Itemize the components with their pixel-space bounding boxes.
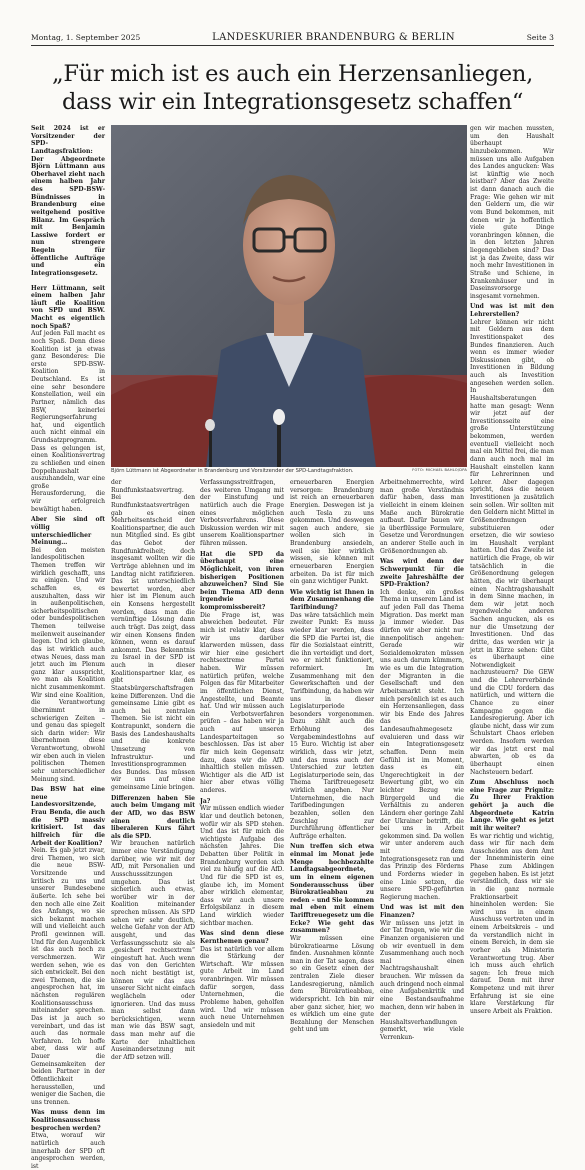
masthead xyxy=(31,31,554,44)
interview-answer: erneuerbaren Energien versorgen: Brandenburg ist reich an erneuerbaren Energien. Deswegen ist ja auch Tesla zu uns gekommen. Und deswegen sagen auch andere, sie wollen sich in Brandenburg ansiedeln, weil sie hier wirklich wissen, sie können mit erneuerbaren Energien arbeiten. Da ist für mich ein ganz wichtiger Punkt. xyxy=(290,479,374,586)
interview-answer: Wir müssen endlich wieder klar und deutlich betonen, wofür wir als SPD stehen. Und das ist für mich die wichtigste Aufgabe des nächsten Jahres. Die Debatten über Politik in Brandenburg werden sich viel zu häufig auf die AfD. Und für die SPD ist es, glaube ich, im Moment aber wirklich elementar, dass wir auch unsere Erfolgsbilanz in diesem Land wirklich wieder sichtbar machen. xyxy=(200,805,284,927)
interview-answer: Nein. Es gab jetzt zwar, drei Themen, wo sich die neue BSW-Vorsitzende und kritisch zu uns und unserer Bundesebene äußerte. Ich sehe bei den noch alle eine Zeit des Anfangs, wo sie sich bekannt machen will und vielleicht auch Profil gewinnen will. Und für den Augenblick ist das auch noch zu verschmerzen. Wir werden sehen, wie es sich entwickelt. Bei den zwei Themen, die sie angesprochen hat, im nächsten regulären Koalitionsausschuss miteinander sprechen. Das ist ja auch so vereinbart, und das ist auch das normale Verfahren. Ich hoffe aber, dass wir auf Dauer die Gemeinsamkeiten der beiden Partner in der Öffentlichkeit herausstellen, und weniger die Sachen, die uns trennen. xyxy=(31,847,105,1106)
headline-line-2: dass wir ein Integrationsgesetz schaffen“ xyxy=(62,89,523,115)
column-1-body xyxy=(31,285,105,1170)
interview-answer: Etwa, worauf wir natürlich auch innerhalb der SPD oft angesprochen werden, ist xyxy=(31,1132,105,1170)
interview-answer: gen wir machen mussten, um den Haushalt überhaupt hinzubekommen. Wir müssen uns alle Aufgaben des Landes angucken: Was ist künftig wie noch leistbar? Aber das Zweite ist dann danach auch die Frage: Wie gehen wir mit den Geldern um, die wir vom Bund bekommen, mit denen wir ja hoffentlich viele gute Dinge voranbringen können, die in den letzten Jahren liegengeblieben sind? Das ist ja das Zweite, dass wir noch mehr Investitionen in Straße und Schiene, in Krankenhäuser und in Daseinsvorsorge insgesamt vornehmen. xyxy=(470,125,554,300)
interview-answer: Verfassungsstreitfragen, des weiteren Umgang mit der Einstufung und natürlich auch die Frage eines möglichen Verbotsverfahrens. Diese Diskussion werden wir mit unserem Koalitionspartner führen müssen. xyxy=(200,479,284,548)
photo-caption xyxy=(111,468,467,474)
interview-question: Was muss denn im Koalitionsausschuss besprochen werden? xyxy=(31,1109,105,1132)
headline xyxy=(31,60,554,116)
interview-question: Differenzen haben Sie auch beim Umgang mit der AfD, wo das BSW einen deutlich liberaleren Kurs fährt als die SPD. xyxy=(111,795,195,841)
intro-text: Seit 2024 ist er Vorsitzender der SPD-Landtagsfraktion: Der Abgeordnete Björn Lüttmann aus Oberhavel zieht nach einem halben Jahr des SPD-BSW-Bündnisses in Brandenburg eine weitgehend positive Bilanz. Im Gespräch mit Benjamin Lassiwe fordert er nun strengere Regeln für öffentliche Aufträge und ein Integrationsgesetz. xyxy=(31,125,105,278)
interview-answer: Wir müssen uns jetzt in der Tat fragen, wie wir die Finanzen organisieren und ob wir eventuell in dem Zusammenhang auch noch mal einen Nachtragshaushalt brauchen. Wir müssen da auch dringend noch einmal eine Aufgabenkritik und eine Bestandsaufnahme machen, denn wir haben in der Haushaltsverhandlungen gemerkt, wie viele Verrenkun- xyxy=(380,920,464,1042)
interview-question: Nun treffen sich etwa einmal im Monat jede Menge hochbezahlte Landtagsabgeordnete, um in einem eigenen Sonderausschuss über Bürokratieabbau zu reden – und Sie kommen mal eben mit einem Tarifftreuegesetz um die Ecke? Wie geht das zusammen? xyxy=(290,843,374,935)
interview-answer: Arbeitnehmerrechte, wird man große Verständnis dafür haben, dass man vielleicht in einem kleinen Maße auch Bürokratie aufbaut. Dafür bauen wir ja überflüssige Formulare, Gesetze und Verordnungen an anderer Stelle auch in Größenordnungen ab. xyxy=(380,479,464,555)
photo-credit: FOTO: MICHAEL BAHLO/DPA xyxy=(412,468,467,474)
interview-question: Hat die SPD da überhaupt eine Möglichkeit, von ihren bisherigen Positionen abzuweichen? Sind Sie beim Thema AfD denn irgendwie kompromissbereit? xyxy=(200,551,284,612)
interview-answer: Das ist natürlich vor allem die Stärkung der Wirtschaft. Wir müssen gute Arbeit im Land voranbringen. Wir müssen dafür sorgen, dass Unternehmen, die Probleme haben, geholfen wird. Und wir müssen auch neue Unternehmen ansiedeln und mit xyxy=(200,946,284,1030)
column-6 xyxy=(470,125,554,1016)
caption-text: Björn Lüttmann ist Abgeordneter in Brandenburg und Vorsitzender der SPD-Landtagsfraktion. xyxy=(111,468,354,474)
interview-answer: Bei den meisten landespolitischen Themen treffen wir wirklich geschafft, uns zu einigen. Und wir schaffen es, es auszuhalten, dass wir in außenpolitischen, sicherheitspolitischen oder bundespolitischen Themen teilweise meilenweit auseinander liegen. Und ich glaube, das ist wirklich auch etwas Neues, dass man jetzt auch im Plenum ganz klar ausspricht, wo man als Koalition nicht zusammenkommt. Wir sind eine Koalition, die Verantwortung übernimmt in schwierigen Zeiten – und genau das spiegelt sich darin wider: Wir übernehmen diese Verantwortung, obwohl wir eben auch in vielen politischen Themen sehr unterschiedlicher Meinung sind. xyxy=(31,547,105,783)
newspaper-name: LANDESKURIER BRANDENBURG & BERLIN xyxy=(212,32,455,43)
headline-line-1: „Für mich ist es auch ein Herzensanliegen, xyxy=(52,61,533,87)
interview-answer: Wir brauchen natürlich immer eine Verständigung darüber, wie wir mit der AfD, mit Personalien und Ausschusssitzungen umgehen. Das ist sicherlich auch etwas, worüber wir in der Koalition miteinander sprechen müssen. Als SPD sehen wir sehr deutlich, welche Gefahr von der AfD ausgeht, und das Verfassungsschutz sie als „gesichert rechtsextrem“ eingestuft hat. Auch wenn das von den Gerichten noch nicht bestätigt ist, können wir das aus unserer Sicht nicht einfach weglächeln oder ignorieren. Und das muss man selbst dann berücksichtigen, wenn man wie das BSW sagt, dass man mehr auf die Karte der inhaltlichen Auseinandersetzung mit der AfD setzen will. xyxy=(111,840,195,1061)
interview-question: Herr Lüttmann, seit einem halben Jahr läuft die Koalition von SPD und BSW. Macht es eigentlich noch Spaß? xyxy=(31,285,105,331)
interview-answer: Wir müssen eine bürokratiearme Lösung finden. Ausnahmen könnte man in der Tat sagen, dass so ein Gesetz einen der zentralen Ziele dieser Landesregierung, nämlich dem Bürokratieabbau, widerspricht. Ich bin mir aber ganz sicher, hier, wo es wirklich um eine gute Bezahlung der Menschen geht und um xyxy=(290,935,374,1034)
interview-answer: Die Frage ist, was abweichen bedeutet. Für mich ist relativ klar, dass wir uns darüber klarwerden müssen, dass wir hier eine gesichert rechtsextreme Partei haben. Wir müssen natürlich prüfen, welche Folgen das für Mitarbeiter im öffentlichen Dienst, Angestellte, und Beamte hat. Und wir müssen auch ein Verbotsverfahren prüfen – das haben wir ja auch auf unseren Landesparteitagen so beschlossen. Das ist aber für mich kein Gegensatz dazu, dass wir die AfD inhaltlich stellen müssen. Wichtiger als die AfD ist hier aber etwas völlig anderes. xyxy=(200,612,284,795)
column-2 xyxy=(111,479,195,1062)
interview-question: Das BSW hat eine neue Landesvorsitzende, Frau Benda, die auch die SPD massiv kritisiert. Ist das hilfreich für die Arbeit der Koalition? xyxy=(31,786,105,847)
interview-question: Was wird denn der Schwerpunkt für die zweite Jahreshälfte der SPD-Fraktion? xyxy=(380,558,464,589)
masthead-rule xyxy=(31,45,554,46)
column-4 xyxy=(290,479,374,1034)
column-1 xyxy=(31,125,105,1170)
issue-date: Montag, 1. September 2025 xyxy=(31,33,140,42)
page-number: Seite 3 xyxy=(527,33,554,42)
interview-question: Und was ist mit den Lehrerstellen? xyxy=(470,303,554,318)
interview-question: Zum Abschluss noch eine Frage zur Prignitz: Zu Ihrer Fraktion gehört ja auch die Abgeordnete Katrin Lange. Wie geht es jetzt mit ihr weiter? xyxy=(470,779,554,832)
interview-answer: Auf jeden Fall macht es noch Spaß. Denn diese Koalition ist ja etwas ganz Besonderes: Die erste SPD-BSW-Koalition in Deutschland. Es ist eine sehr besondere Konstellation, weil ein Partner, nämlich das BSW, keinerlei Regierungserfahrung hat, und eigentlich auch nicht einmal ein Grundsatzprogramm. Dass es gelungen ist, einen Koalitionsvertrag zu schließen und einen Doppelhaushalt auszuhandeln, war eine große Herausforderung, die wir erfolgreich bewältigt haben. xyxy=(31,330,105,513)
interview-answer: Lehrer können wir nicht mit Geldern aus dem Investitionspaket des Bundes finanzieren. Auch wenn es immer wieder Diskussionen gibt, ob Investitionen in Bildung auch als Investition angesehen werden sollen. In den Haushaltsberatungen hatte man gesagt: Wenn wir jetzt auf der Investitionsseite eine große Unterstützung bekommen, werden eventuell vielleicht noch mal ein Mittel frei, die man dann auch noch mal im Haushalt einstellen kann für Lehrerinnen und Lehrer. Aber dagegen spricht, dass die neuen Investitionen ja zusätzlich sein sollen. Wir sollten mit den Geldern nicht Mittel in Größenordnungen substituieren oder ersetzen, die wir sowieso im Haushalt verplant hatten. Und das Zweite ist natürlich die Frage, ob wir tatsächlich in die Größenordnung gelegen hätten, die wir überhaupt einen Nachtragshaushalt in dem Sinne machen, in dem wir jetzt noch irgendwelche anderen Sachen angucken, als es nur die Umsetzung der Investitionen. Und das dritte, das werden wir ja jetzt in Kürze sehen: Gibt es überhaupt eine Notwendigkeit nachzusteuern? Die GEW und die Lehrerverbände und die CDU fordern das natürlich, und wittern die Chance zu einer Kampagne gegen die Landesregierung. Aber ich glaube nicht, dass wir zum Schulstart Chaos erleben werden. Insofern werden wir das jetzt erst mal abwarten, ob es da überhaupt einen Nachsteuern bedarf. xyxy=(470,319,554,777)
interview-question: Ja? xyxy=(200,798,284,806)
interview-answer: der Rundfunkstaatsvertrag. Bei den Rundfunkstaatsverträgen gab es einen Mehrheitsentscheid der Koalitionspartner, die auch nun Mitglied sind. Es gibt das Gebot der Rundfunkfreiheit; doch insgesamt wollten wir die Verträge ablehnen und im Landtag nicht ratifizieren. Das ist unterschiedlich bewertet worden, aber hier ist im Plenum auch ein Konsens hergestellt worden, dass man die vernünftige Lösung dann auch trägt. Das zeigt, dass wir einen Konsens finden können, wenn es darauf ankommt. Das Bekenntnis zu Israel in der SPD ist auch in dieser Koalitionspartner klar, es gibt den Staatsbürgerschaftsfragen keine Differenzen. Und die gemeinsame Linie gibt es auch bei zentralen Themen. Sie ist nicht ein Kontrapunkt, sondern die Basis des Landeshaushalts und die konkrete Umsetzung von Infrastruktur- und Investitionsprogrammen des Bundes. Das müssen wir uns auf eine gemeinsame Linie bringen. xyxy=(111,479,195,792)
interview-answer: Ich denke, ein großes Thema in unserem Land ist auf jeden Fall das Thema Migration. Das merkt man ja immer wieder. Das dürfen wir aber nicht nur innenpolitisch angehen: Gerade wir Sozialdemokraten müssen uns auch darum kümmern, wie es um die Integration der Migranten in die Gesellschaft und den Arbeitsmarkt steht. Ich mich persönlich ist es auch ein Herzensanliegen, dass wir bis Ende des Jahres das Landesaufnahmegesetz evaluieren und dass wir ein Integrationsgesetz schaffen. Denn mein Gefühl ist im Moment, dass es ein Ungerechtigkeit in der Bewertung gibt, wo ein leichter Bezug wie Bürgergeld und die Verhältnis zu anderen Ländern eher geringe Zahl der Ukrainer betrifft, die bei uns in Arbeit gekommen sind. Da wollen wir unter anderem auch mit dem Integrationsgesetz ran und das Prinzip des Förderns und Forderns wieder in eine Linie setzen, die unsere SPD-geführten Regierung machen. xyxy=(380,589,464,902)
interview-question: Und was ist mit den Finanzen? xyxy=(380,904,464,919)
column-5 xyxy=(380,479,464,1042)
portrait-illustration xyxy=(111,125,467,467)
interview-question: Was sind denn diese Kernthemen genau? xyxy=(200,930,284,945)
portrait-photo xyxy=(111,125,467,467)
interview-answer: Das wäre tatsächlich mein zweiter Punkt: Es muss wieder klar werden, dass die SPD die Partei ist, die für die Sozialstaat eintritt, die ihn verteidigt und dort, wo er nicht funktioniert, reformiert. Im Zusammenhang mit den Gewerkschaften und der Tarifbindung, da haben wir uns in dieser Legislaturperiode besonders vorgenommen. Dazu zählt auch die Erhöhung des Vergabemindestlohns auf 15 Euro. Wichtig ist aber wirklich, dass wir jetzt, und das muss auch der Unterschied zur letzten Legislaturperiode sein, das Thema Tariftreuegesetz wirklich angehen. Nur Unternehmen, die nach Tarifbedingungen bezahlen, sollen den Zuschlag zur Durchführung öffentlicher Aufträge erhalten. xyxy=(290,612,374,841)
interview-question: Aber Sie sind oft völlig unterschiedlicher Meinung… xyxy=(31,516,105,547)
interview-question: Wie wichtig ist Ihnen in dem Zusammenhang die Tarifbindung? xyxy=(290,589,374,612)
interview-answer: Es war richtig und wichtig, dass wir für nach dem Ausscheiden aus dem Amt der Innenministerin eine Phase zum Abklingen gegeben haben. Es ist jetzt verständlich, dass wir sie in die ganz normale Fraktionsarbeit hineinholen werden: Sie wird uns in einem Ausschuss vertreten und in einem Arbeitskreis – und da verstandlich nicht in einem Bereich, in dem sie vorher als Ministerin Verantwortung trug. Aber ich muss auch ehrlich sagen: Ich freue mich darauf. Denn mit ihrer Kompetenz und mit ihrer Erfahrung ist sie eine klare Verstärkung für unsere Arbeit als Fraktion. xyxy=(470,833,554,1016)
column-3 xyxy=(200,479,284,1029)
